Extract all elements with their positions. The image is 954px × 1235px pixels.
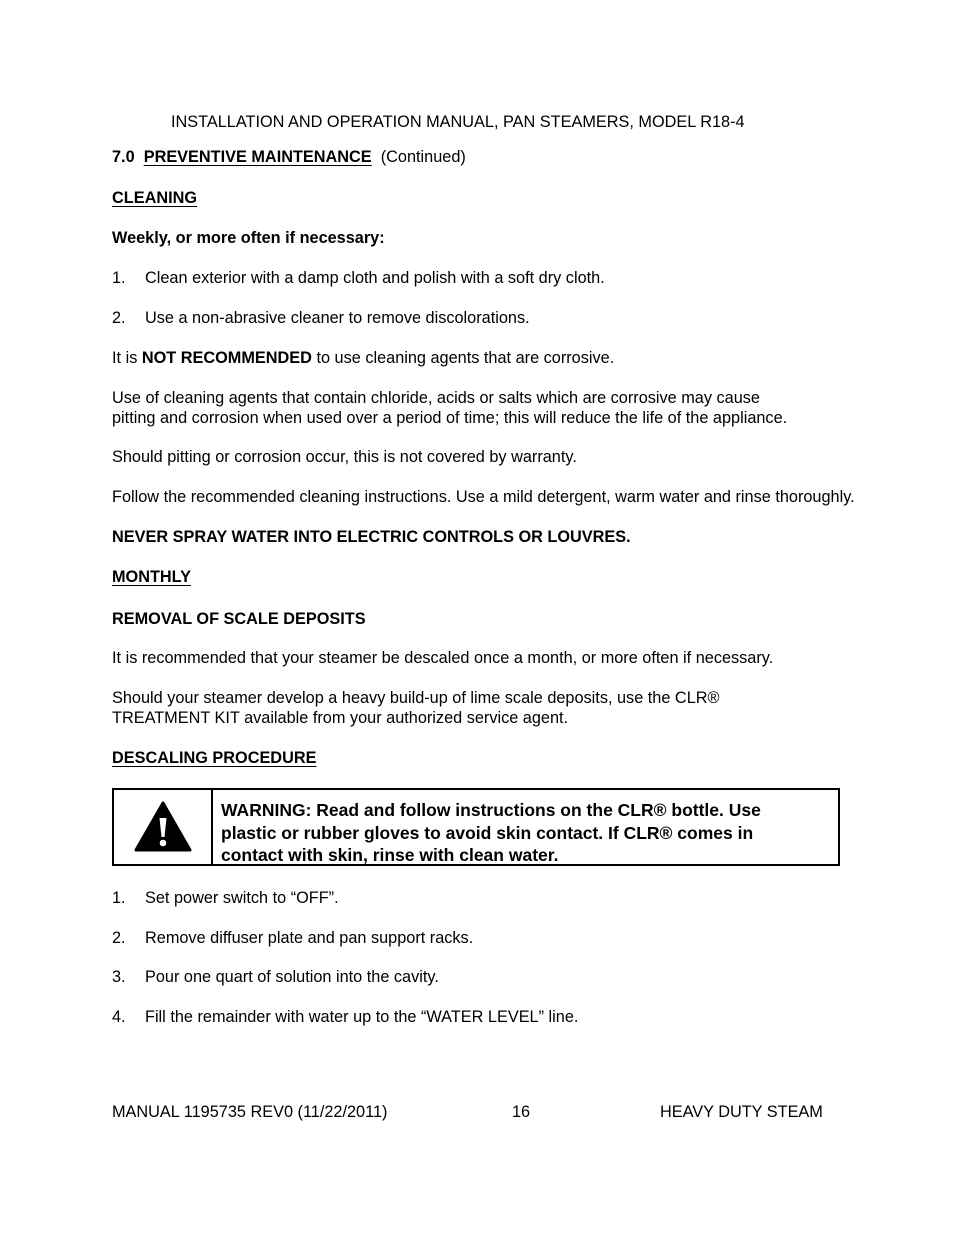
- list-item: [112, 928, 912, 948]
- list-item-text: Fill the remainder with water up to the “WATER LEVEL” line.: [145, 1008, 579, 1026]
- chloride-line-2: pitting and corrosion when used over a period of time; this will reduce the life of the appliance.: [112, 409, 788, 427]
- warning-line: WARNING: Read and follow instructions on the CLR® bottle. Use: [221, 800, 761, 820]
- list-item-text: Pour one quart of solution into the cavity.: [145, 968, 439, 986]
- warranty-paragraph: Should pitting or corrosion occur, this is not covered by warranty.: [112, 448, 577, 466]
- footer-brand: HEAVY DUTY STEAM: [660, 1103, 823, 1121]
- weekly-subheading: Weekly, or more often if necessary:: [112, 229, 385, 247]
- cleaning-heading: CLEANING: [112, 189, 198, 207]
- list-item-text: Remove diffuser plate and pan support racks.: [145, 929, 474, 947]
- clr-line-2: TREATMENT KIT available from your authorized service agent.: [112, 709, 569, 727]
- list-item: [112, 268, 912, 288]
- list-item: [112, 308, 912, 328]
- list-item-number: 1.: [112, 269, 126, 287]
- never-spray-warning: NEVER SPRAY WATER INTO ELECTRIC CONTROLS OR LOUVRES.: [112, 528, 631, 546]
- warning-line: contact with skin, rinse with clean water.: [221, 845, 559, 865]
- not-recommended-suffix: to use cleaning agents that are corrosive.: [316, 349, 615, 367]
- warning-triangle-icon: [134, 801, 192, 853]
- monthly-heading: MONTHLY: [112, 568, 191, 586]
- warning-line: plastic or rubber gloves to avoid skin contact. If CLR® comes in: [221, 822, 754, 843]
- list-item-number: 1.: [112, 889, 126, 907]
- list-item: [112, 967, 912, 987]
- section-suffix: (Continued): [380, 148, 466, 166]
- not-recommended-paragraph: [112, 348, 614, 368]
- descale-recommendation: It is recommended that your steamer be descaled once a month, or more often if necessary.: [112, 649, 774, 667]
- list-item-number: 2.: [112, 929, 126, 947]
- not-recommended-prefix: It is: [112, 349, 138, 367]
- list-item-number: 4.: [112, 1008, 126, 1026]
- warning-box: [112, 788, 840, 866]
- footer-page-number: 16: [512, 1103, 531, 1121]
- list-item: [112, 888, 912, 908]
- scale-deposits-subheading: REMOVAL OF SCALE DEPOSITS: [112, 610, 366, 628]
- list-item-text: Use a non-abrasive cleaner to remove discolorations.: [145, 309, 530, 327]
- list-item-text: Clean exterior with a damp cloth and polish with a soft dry cloth.: [145, 269, 605, 287]
- list-item-text: Set power switch to “OFF”.: [145, 889, 339, 907]
- list-item-number: 2.: [112, 309, 126, 327]
- section-heading: [112, 147, 466, 167]
- follow-paragraph: Follow the recommended cleaning instructions. Use a mild detergent, warm water and rinse thoroughly.: [112, 488, 855, 506]
- clr-line-1: Should your steamer develop a heavy build-up of lime scale deposits, use the CLR®: [112, 689, 720, 707]
- footer-manual-id: MANUAL 1195735 REV0 (11/22/2011): [112, 1103, 388, 1121]
- warning-icon-cell: [114, 790, 213, 864]
- descaling-heading: DESCALING PROCEDURE: [112, 749, 317, 767]
- warning-text: [213, 790, 761, 864]
- not-recommended-bold: NOT RECOMMENDED: [141, 349, 312, 367]
- list-item: [112, 1007, 912, 1027]
- section-title: PREVENTIVE MAINTENANCE: [143, 148, 372, 166]
- chloride-line-1: Use of cleaning agents that contain chloride, acids or salts which are corrosive may cause: [112, 389, 760, 407]
- list-item-number: 3.: [112, 968, 126, 986]
- page-header: INSTALLATION AND OPERATION MANUAL, PAN STEAMERS, MODEL R18-4: [171, 113, 745, 131]
- section-number: 7.0: [112, 148, 135, 166]
